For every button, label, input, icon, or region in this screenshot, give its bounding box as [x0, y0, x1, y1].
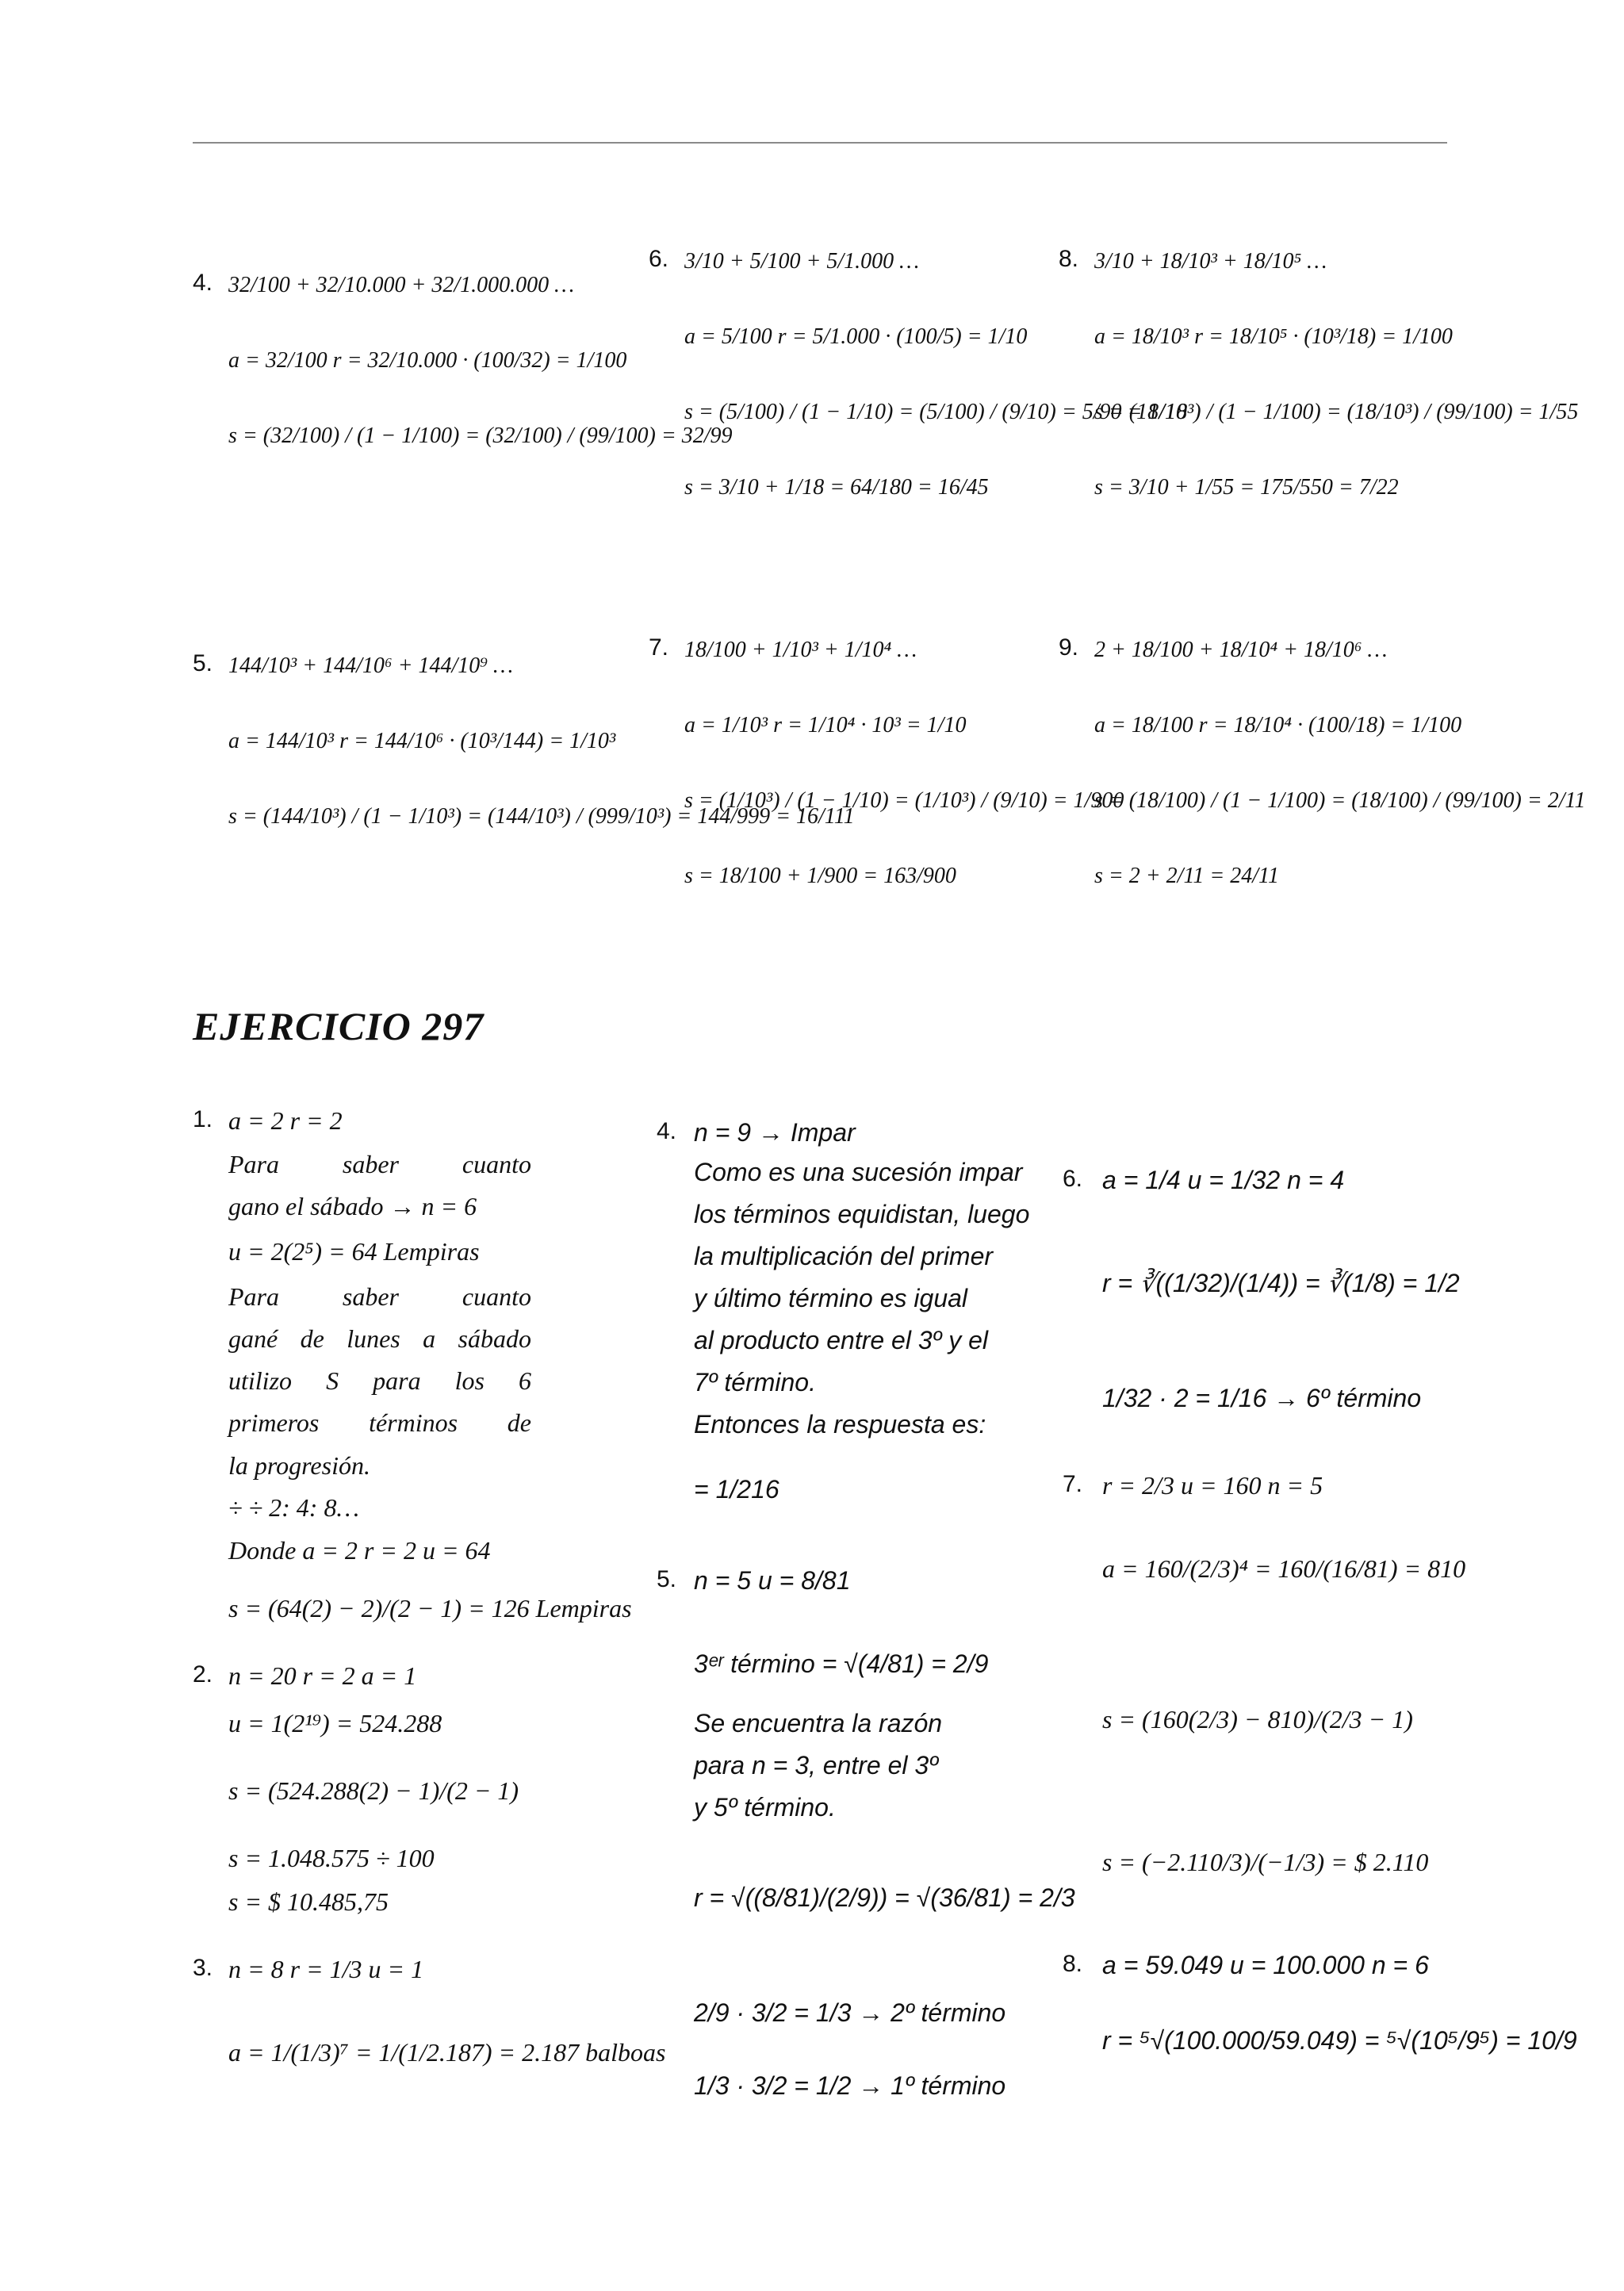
- math-line: s = (1/10³) / (1 − 1/10) = (1/10³) / (9/10) = 1/900: [684, 788, 1124, 813]
- header-rule: [193, 142, 1447, 144]
- math-line: 18/100 + 1/10³ + 1/10⁴ …: [684, 638, 917, 662]
- problem-number: 5.: [657, 1566, 677, 1592]
- math-line: 3/10 + 5/100 + 5/1.000 …: [684, 249, 920, 274]
- text-line: = 1/216: [694, 1475, 779, 1504]
- math-line: 32/100 + 32/10.000 + 32/1.000.000 …: [228, 273, 575, 297]
- text-line: para n = 3, entre el 3º: [694, 1751, 938, 1780]
- problem-number: 8.: [1063, 1951, 1083, 1977]
- text-line: 2/9 · 3/2 = 1/3 → 2º término: [694, 1998, 1006, 2027]
- text-line: s = 1.048.575 ÷ 100: [228, 1844, 435, 1872]
- math-line: a = 32/100 r = 32/10.000 · (100/32) = 1/100: [228, 348, 627, 373]
- math-line: a = 1/10³ r = 1/10⁴ · 10³ = 1/10: [684, 713, 967, 737]
- text-line: s = (160(2/3) − 810)/(2/3 − 1): [1102, 1705, 1413, 1734]
- text-line: a = 1/(1/3)⁷ = 1/(1/2.187) = 2.187 balboas: [228, 2038, 666, 2067]
- text-line: utilizo S para los 6: [228, 1366, 531, 1395]
- text-line: Para saber cuanto: [228, 1150, 531, 1178]
- math-line: s = (18/100) / (1 − 1/100) = (18/100) / (99/100) = 2/11: [1094, 788, 1586, 813]
- text-line: y 5º término.: [694, 1793, 836, 1822]
- text-line: u = 2(2⁵) = 64 Lempiras: [228, 1237, 480, 1266]
- text-line: r = √((8/81)/(2/9)) = √(36/81) = 2/3: [694, 1883, 1075, 1912]
- text-line: gano el sábado → n = 6: [228, 1192, 477, 1220]
- text-line: Para saber cuanto: [228, 1282, 531, 1311]
- math-line: s = (18/10³) / (1 − 1/100) = (18/10³) / (99/100) = 1/55: [1094, 400, 1579, 424]
- text-line: n = 20 r = 2 a = 1: [228, 1661, 417, 1690]
- text-line: n = 8 r = 1/3 u = 1: [228, 1955, 424, 1983]
- math-line: 3/10 + 18/10³ + 18/10⁵ …: [1094, 249, 1327, 274]
- text-line: n = 9 → Impar: [694, 1118, 856, 1147]
- text-line: Se encuentra la razón: [694, 1709, 943, 1737]
- text-line: s = (524.288(2) − 1)/(2 − 1): [228, 1776, 519, 1805]
- text-line: r = 2/3 u = 160 n = 5: [1102, 1471, 1323, 1500]
- text-line: 7º término.: [694, 1368, 816, 1396]
- text-line: s = (−2.110/3)/(−1/3) = $ 2.110: [1102, 1848, 1429, 1876]
- text-line: u = 1(2¹⁹) = 524.288: [228, 1709, 442, 1737]
- math-line: a = 18/100 r = 18/10⁴ · (100/18) = 1/100: [1094, 713, 1462, 737]
- text-line: Entonces la respuesta es:: [694, 1410, 986, 1439]
- math-line: s = 3/10 + 1/18 = 64/180 = 16/45: [684, 475, 989, 500]
- text-line: Donde a = 2 r = 2 u = 64: [228, 1536, 491, 1565]
- text-line: gané de lunes a sábado: [228, 1324, 531, 1353]
- problem-number: 6.: [649, 246, 669, 272]
- problem-number: 7.: [649, 634, 669, 661]
- text-line: 3ᵉʳ término = √(4/81) = 2/9: [694, 1649, 989, 1678]
- text-line: primeros términos de: [228, 1408, 531, 1437]
- math-line: 144/10³ + 144/10⁶ + 144/10⁹ …: [228, 653, 513, 678]
- math-line: s = (144/10³) / (1 − 1/10³) = (144/10³) / (999/10³) = 144/999 = 16/111: [228, 804, 855, 829]
- math-line: s = (5/100) / (1 − 1/10) = (5/100) / (9/10) = 5/90 = 1/18: [684, 400, 1188, 424]
- math-line: s = 2 + 2/11 = 24/11: [1094, 864, 1279, 888]
- math-line: 2 + 18/100 + 18/10⁴ + 18/10⁶ …: [1094, 638, 1388, 662]
- text-line: al producto entre el 3º y el: [694, 1326, 989, 1354]
- math-line: a = 144/10³ r = 144/10⁶ · (10³/144) = 1/10³: [228, 729, 616, 753]
- text-line: s = (64(2) − 2)/(2 − 1) = 126 Lempiras: [228, 1594, 632, 1622]
- math-line: s = 18/100 + 1/900 = 163/900: [684, 864, 956, 888]
- math-line: a = 5/100 r = 5/1.000 · (100/5) = 1/10: [684, 324, 1028, 349]
- problem-number: 6.: [1063, 1166, 1083, 1192]
- text-line: s = $ 10.485,75: [228, 1887, 389, 1916]
- text-line: 1/32 · 2 = 1/16 → 6º término: [1102, 1384, 1422, 1412]
- section-title: EJERCICIO 297: [193, 1004, 485, 1048]
- text-line: a = 160/(2/3)⁴ = 160/(16/81) = 810: [1102, 1554, 1466, 1583]
- problem-number: 2.: [193, 1661, 213, 1688]
- problem-number: 9.: [1059, 634, 1079, 661]
- problem-number: 7.: [1063, 1471, 1083, 1497]
- problem-number: 4.: [657, 1118, 677, 1144]
- problem-number: 1.: [193, 1106, 213, 1132]
- text-line: n = 5 u = 8/81: [694, 1566, 851, 1595]
- math-line: s = (32/100) / (1 − 1/100) = (32/100) / (99/100) = 32/99: [228, 423, 733, 448]
- text-line: r = ⁵√(100.000/59.049) = ⁵√(10⁵/9⁵) = 10/9: [1102, 2026, 1577, 2055]
- math-line: a = 18/10³ r = 18/10⁵ · (10³/18) = 1/100: [1094, 324, 1453, 349]
- text-line: a = 2 r = 2: [228, 1106, 343, 1135]
- text-line: a = 1/4 u = 1/32 n = 4: [1102, 1166, 1345, 1194]
- problem-number: 8.: [1059, 246, 1079, 272]
- text-line: a = 59.049 u = 100.000 n = 6: [1102, 1951, 1429, 1979]
- text-line: ÷ ÷ 2: 4: 8…: [228, 1493, 359, 1522]
- text-line: y último término es igual: [694, 1284, 968, 1312]
- text-line: 1/3 · 3/2 = 1/2 → 1º término: [694, 2071, 1006, 2100]
- text-line: los términos equidistan, luego: [694, 1200, 1030, 1228]
- problem-number: 4.: [193, 270, 213, 296]
- text-line: r = ∛((1/32)/(1/4)) = ∛(1/8) = 1/2: [1102, 1269, 1460, 1297]
- text-line: la multiplicación del primer: [694, 1242, 994, 1270]
- text-line: la progresión.: [228, 1451, 370, 1480]
- math-line: s = 3/10 + 1/55 = 175/550 = 7/22: [1094, 475, 1399, 500]
- text-line: Como es una sucesión impar: [694, 1158, 1023, 1186]
- problem-number: 3.: [193, 1955, 213, 1981]
- problem-number: 5.: [193, 650, 213, 676]
